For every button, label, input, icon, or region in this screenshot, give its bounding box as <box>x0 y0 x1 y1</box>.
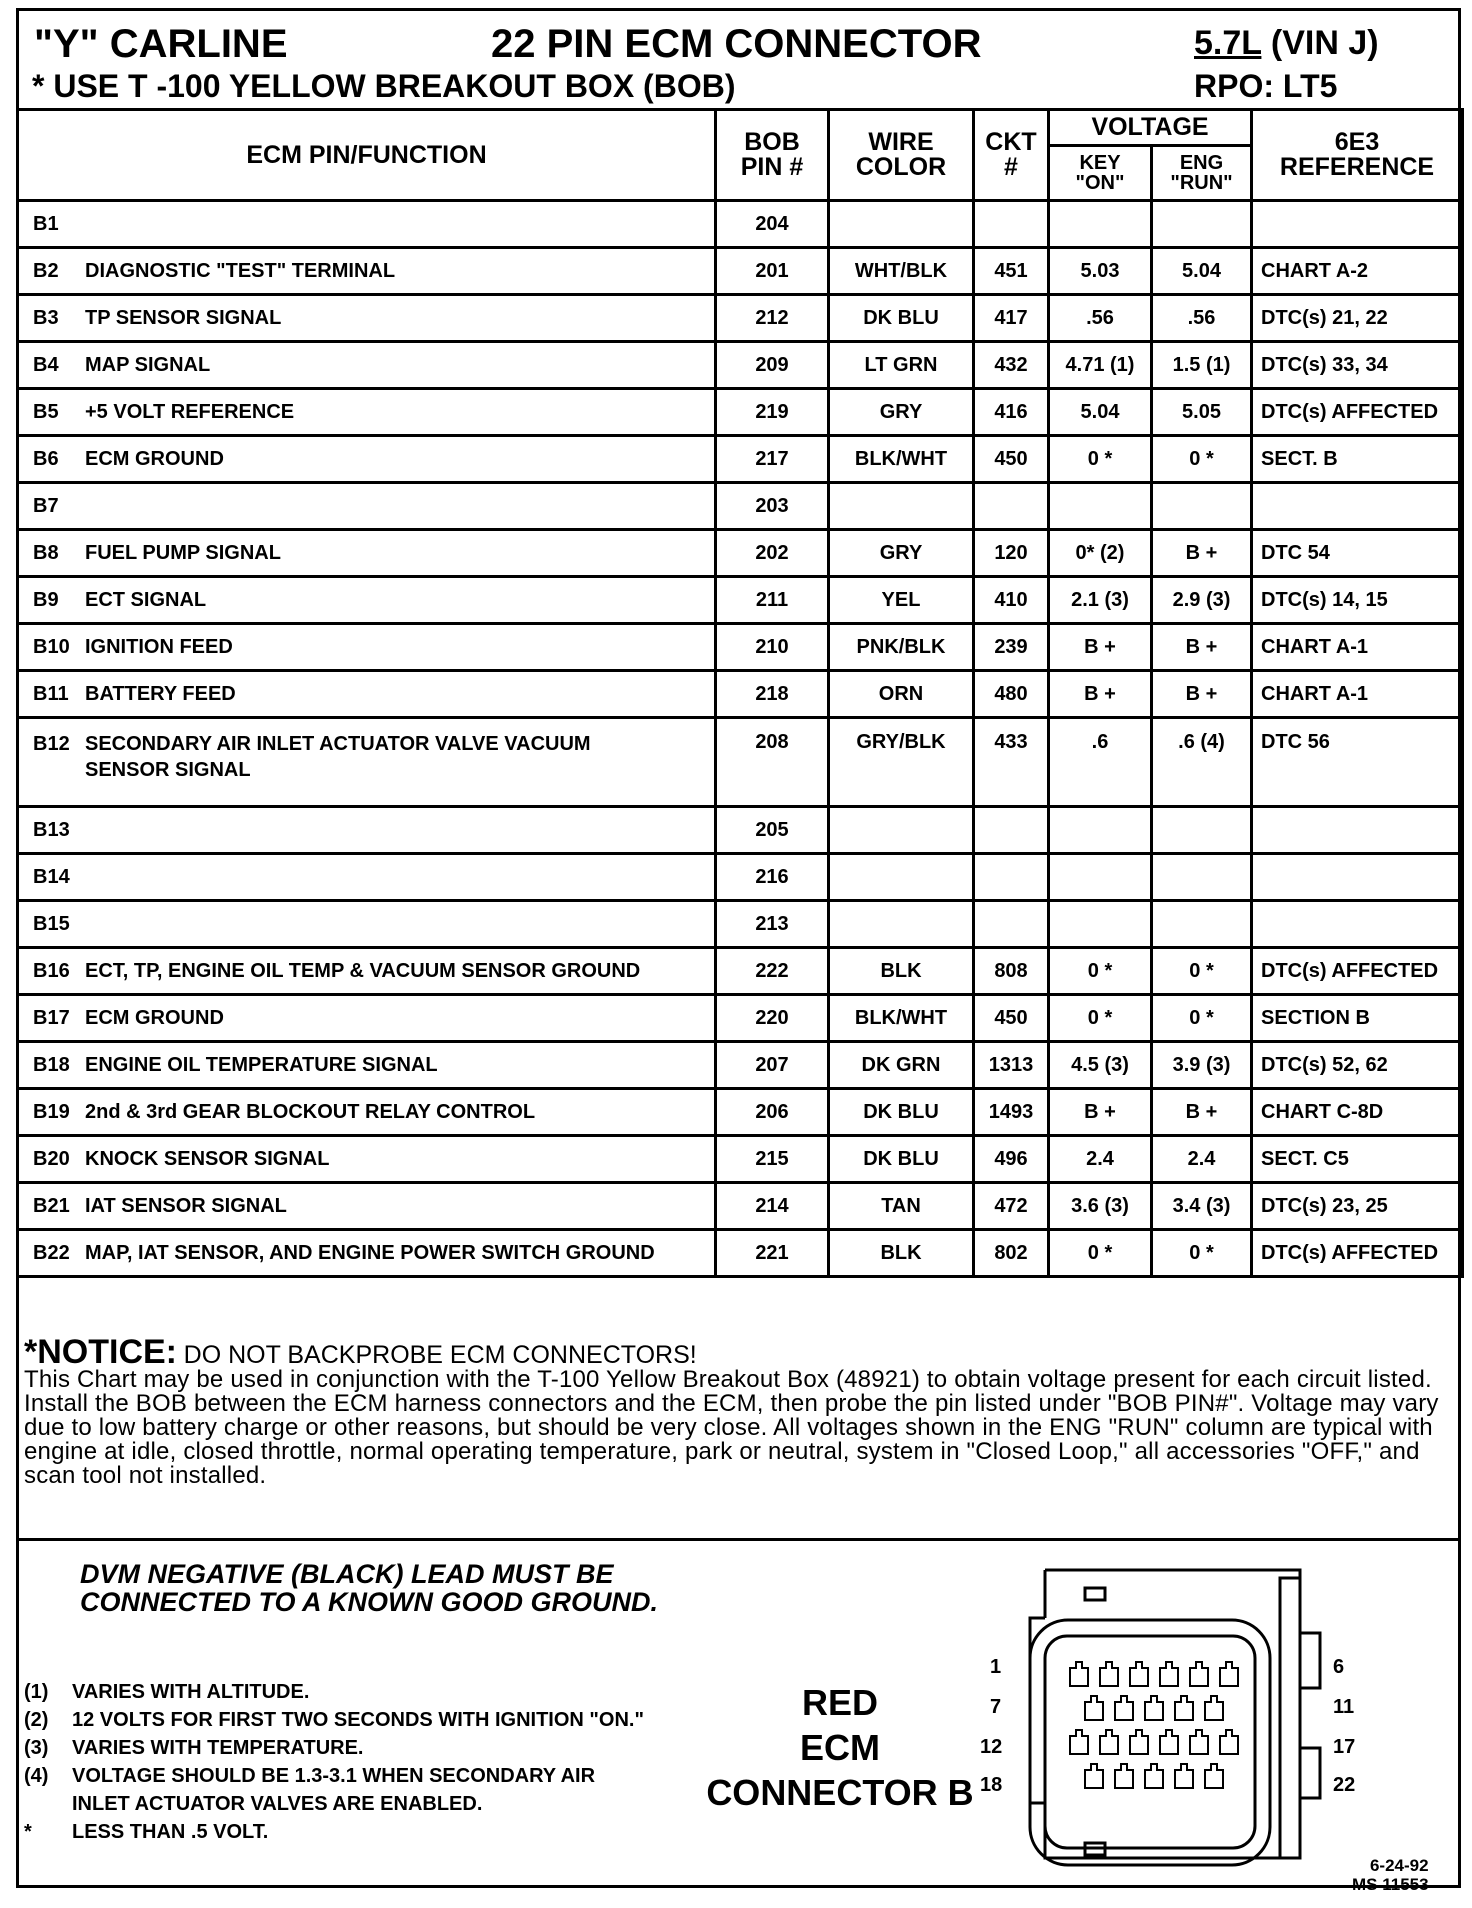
footnote-text: VOLTAGE SHOULD BE 1.3-3.1 WHEN SECONDARY AIR <box>72 1765 596 1787</box>
engine-size: 5.7L <box>1194 24 1262 62</box>
table-row <box>18 1136 1463 1183</box>
pin-id: B9 <box>33 588 59 611</box>
pin-id: B17 <box>33 1006 70 1029</box>
wire-color: ORN <box>829 671 974 718</box>
table-row <box>18 624 1463 671</box>
footnote <box>24 1734 644 1762</box>
pin-function-cell <box>18 342 716 389</box>
circuit-number: 416 <box>974 389 1049 436</box>
footnote <box>24 1678 644 1706</box>
bob-pin: 203 <box>716 483 829 530</box>
reference: DTC(s) 52, 62 <box>1252 1042 1463 1089</box>
voltage-key-on: 0* (2) <box>1049 530 1152 577</box>
wire-color: WHT/BLK <box>829 248 974 295</box>
pin-function: KNOCK SENSOR SIGNAL <box>85 1147 330 1170</box>
col-bob: BOB PIN # <box>716 110 829 201</box>
circuit-number <box>974 901 1049 948</box>
connector-label-1: RED <box>801 1682 878 1723</box>
connector-cavity <box>1220 1662 1238 1686</box>
reference: DTC(s) 23, 25 <box>1252 1183 1463 1230</box>
pin-function: FUEL PUMP SIGNAL <box>85 541 281 564</box>
circuit-number: 410 <box>974 577 1049 624</box>
wire-color <box>829 201 974 248</box>
table-row <box>18 295 1463 342</box>
voltage-eng-run <box>1152 483 1252 530</box>
pin-table <box>16 108 1464 1278</box>
reference: DTC 56 <box>1252 718 1463 807</box>
voltage-eng-run: 3.9 (3) <box>1152 1042 1252 1089</box>
pin-id: B18 <box>33 1053 70 1076</box>
pin-id: B4 <box>33 353 59 376</box>
col-wire: WIRE COLOR <box>829 110 974 201</box>
pin-function-cell <box>18 718 716 807</box>
circuit-number: 1493 <box>974 1089 1049 1136</box>
voltage-key-on: .56 <box>1049 295 1152 342</box>
notice-heading: *NOTICE: <box>24 1333 177 1371</box>
stamp-code: MS 11553 <box>1352 1875 1429 1894</box>
bob-pin: 205 <box>716 807 829 854</box>
pin-function-cell <box>18 483 716 530</box>
table-row <box>18 483 1463 530</box>
pin-id: B3 <box>33 306 59 329</box>
pin-id: B15 <box>33 912 70 935</box>
voltage-key-on: 2.4 <box>1049 1136 1152 1183</box>
wire-color: GRY <box>829 389 974 436</box>
voltage-key-on: B + <box>1049 671 1152 718</box>
table-row <box>18 718 1463 807</box>
voltage-eng-run <box>1152 901 1252 948</box>
connector-cavity <box>1175 1764 1193 1788</box>
circuit-number: 480 <box>974 671 1049 718</box>
connector-cavity <box>1205 1764 1223 1788</box>
pin-function-cell <box>18 1183 716 1230</box>
pin-function-cell <box>18 807 716 854</box>
wire-color <box>829 854 974 901</box>
pin-function-cell <box>18 201 716 248</box>
pin-function: BATTERY FEED <box>85 682 236 705</box>
wire-color: BLK <box>829 948 974 995</box>
pin-id: B10 <box>33 635 70 658</box>
wire-color: DK BLU <box>829 295 974 342</box>
voltage-eng-run: 3.4 (3) <box>1152 1183 1252 1230</box>
circuit-number: 432 <box>974 342 1049 389</box>
reference: DTC(s) AFFECTED <box>1252 948 1463 995</box>
footnote <box>24 1818 644 1846</box>
pin-function: TP SENSOR SIGNAL <box>85 306 282 329</box>
pin-id: B13 <box>33 818 70 841</box>
wire-color: DK BLU <box>829 1089 974 1136</box>
wire-color: TAN <box>829 1183 974 1230</box>
circuit-number <box>974 807 1049 854</box>
pin-function-cell <box>18 901 716 948</box>
connector-cavity <box>1220 1730 1238 1754</box>
voltage-eng-run: .56 <box>1152 295 1252 342</box>
reference: CHART A-1 <box>1252 671 1463 718</box>
table-row <box>18 530 1463 577</box>
wire-color <box>829 807 974 854</box>
connector-cavity <box>1130 1730 1148 1754</box>
col-function: ECM PIN/FUNCTION <box>18 110 716 201</box>
voltage-eng-run: 0 * <box>1152 995 1252 1042</box>
connector-cavity <box>1070 1662 1088 1686</box>
circuit-number: 450 <box>974 436 1049 483</box>
footnote-text: VARIES WITH ALTITUDE. <box>72 1681 310 1703</box>
pin-function: +5 VOLT REFERENCE <box>85 400 295 423</box>
bob-pin: 213 <box>716 901 829 948</box>
reference: DTC(s) AFFECTED <box>1252 389 1463 436</box>
connector-cavity <box>1145 1764 1163 1788</box>
voltage-key-on: 5.03 <box>1049 248 1152 295</box>
table-row <box>18 342 1463 389</box>
stamp <box>1352 1856 1429 1894</box>
pin-function-cell <box>18 995 716 1042</box>
voltage-eng-run <box>1152 201 1252 248</box>
pin-id: B11 <box>33 682 69 705</box>
pin-id: B19 <box>33 1100 70 1123</box>
bob-pin: 220 <box>716 995 829 1042</box>
pin-label-7: 7 <box>990 1696 1002 1718</box>
voltage-key-on: 4.5 (3) <box>1049 1042 1152 1089</box>
pin-function: MAP SIGNAL <box>85 353 211 376</box>
pin-function: DIAGNOSTIC "TEST" TERMINAL <box>85 259 396 282</box>
pin-function-cell <box>18 1042 716 1089</box>
stamp-date: 6-24-92 <box>1369 1856 1429 1875</box>
table-row <box>18 901 1463 948</box>
pin-function-cell <box>18 295 716 342</box>
voltage-eng-run: B + <box>1152 671 1252 718</box>
circuit-number: 802 <box>974 1230 1049 1277</box>
pin-function: ECT SIGNAL <box>85 588 207 611</box>
voltage-key-on: 3.6 (3) <box>1049 1183 1152 1230</box>
circuit-number: 417 <box>974 295 1049 342</box>
reference: CHART C-8D <box>1252 1089 1463 1136</box>
voltage-eng-run: .6 (4) <box>1152 718 1252 807</box>
wire-color: DK BLU <box>829 1136 974 1183</box>
pin-label-12: 12 <box>980 1736 1003 1758</box>
wire-color: GRY/BLK <box>829 718 974 807</box>
pin-function-cell <box>18 1089 716 1136</box>
table-row <box>18 948 1463 995</box>
circuit-number <box>974 201 1049 248</box>
reference: DTC(s) 33, 34 <box>1252 342 1463 389</box>
pin-function-cell <box>18 671 716 718</box>
pin-label-22: 22 <box>1333 1774 1356 1796</box>
connector-cavity <box>1175 1696 1193 1720</box>
connector-cavity <box>1115 1764 1133 1788</box>
table-row <box>18 807 1463 854</box>
col-key-on: KEY "ON" <box>1049 146 1152 201</box>
pin-id: B5 <box>33 400 59 423</box>
footnote-text: LESS THAN .5 VOLT. <box>72 1821 269 1843</box>
vin-code: (VIN J) <box>1270 24 1379 62</box>
connector-cavity <box>1085 1764 1103 1788</box>
rpo-label: RPO: LT5 <box>1194 68 1338 104</box>
pin-function-cell <box>18 389 716 436</box>
bob-pin: 210 <box>716 624 829 671</box>
connector-cavity <box>1085 1696 1103 1720</box>
footnote-key: (3) <box>24 1737 49 1759</box>
bob-pin: 201 <box>716 248 829 295</box>
voltage-key-on: 5.04 <box>1049 389 1152 436</box>
bob-pin: 222 <box>716 948 829 995</box>
pin-label-6: 6 <box>1333 1656 1345 1678</box>
pin-function-cell <box>18 248 716 295</box>
pin-function-cell <box>18 1230 716 1277</box>
bob-pin: 207 <box>716 1042 829 1089</box>
wire-color: BLK/WHT <box>829 436 974 483</box>
dvm-line-2: CONNECTED TO A KNOWN GOOD GROUND. <box>80 1587 658 1617</box>
pin-function: ECT, TP, ENGINE OIL TEMP & VACUUM SENSOR GROUND <box>85 959 641 982</box>
voltage-eng-run: 5.05 <box>1152 389 1252 436</box>
bob-pin: 216 <box>716 854 829 901</box>
circuit-number <box>974 483 1049 530</box>
pin-label-17: 17 <box>1333 1736 1356 1758</box>
connector-cavity <box>1100 1730 1118 1754</box>
wire-color: YEL <box>829 577 974 624</box>
pin-function: IAT SENSOR SIGNAL <box>85 1194 287 1217</box>
circuit-number: 472 <box>974 1183 1049 1230</box>
voltage-key-on <box>1049 854 1152 901</box>
circuit-number: 808 <box>974 948 1049 995</box>
notice <box>24 1333 1444 1489</box>
footnote-key: (1) <box>24 1681 49 1703</box>
reference <box>1252 483 1463 530</box>
table-row <box>18 436 1463 483</box>
wire-color <box>829 901 974 948</box>
table-row <box>18 201 1463 248</box>
connector-drawing <box>990 1558 1330 1888</box>
connector-label-3: CONNECTOR B <box>706 1772 974 1813</box>
wire-color: PNK/BLK <box>829 624 974 671</box>
footnote-key: * <box>24 1821 32 1843</box>
pin-function: MAP, IAT SENSOR, AND ENGINE POWER SWITCH GROUND <box>85 1241 655 1264</box>
pin-id: B20 <box>33 1147 70 1170</box>
connector-cavity <box>1115 1696 1133 1720</box>
pin-id: B1 <box>33 212 59 235</box>
voltage-eng-run: B + <box>1152 1089 1252 1136</box>
pin-label-1: 1 <box>990 1656 1002 1678</box>
footnotes <box>24 1678 644 1846</box>
connector-cavity <box>1070 1730 1088 1754</box>
bob-pin: 211 <box>716 577 829 624</box>
connector-cavity <box>1100 1662 1118 1686</box>
connector-cavity <box>1130 1662 1148 1686</box>
wire-color: BLK/WHT <box>829 995 974 1042</box>
header <box>16 8 1461 108</box>
voltage-eng-run <box>1152 854 1252 901</box>
voltage-key-on: 0 * <box>1049 995 1152 1042</box>
footnote <box>24 1706 644 1734</box>
reference: CHART A-2 <box>1252 248 1463 295</box>
voltage-key-on: B + <box>1049 1089 1152 1136</box>
reference: DTC(s) 14, 15 <box>1252 577 1463 624</box>
footnote-key: (2) <box>24 1709 49 1731</box>
circuit-number: 120 <box>974 530 1049 577</box>
table-row <box>18 1089 1463 1136</box>
voltage-key-on: .6 <box>1049 718 1152 807</box>
bob-pin: 208 <box>716 718 829 807</box>
footnote-text: 12 VOLTS FOR FIRST TWO SECONDS WITH IGNITION "ON." <box>72 1709 644 1731</box>
connector-title: 22 PIN ECM CONNECTOR <box>491 22 982 66</box>
pin-id: B7 <box>33 494 59 517</box>
reference <box>1252 201 1463 248</box>
pin-rows <box>18 201 1463 1277</box>
reference: DTC(s) AFFECTED <box>1252 1230 1463 1277</box>
bob-pin: 217 <box>716 436 829 483</box>
table-row <box>18 248 1463 295</box>
footnote-key: (4) <box>24 1765 49 1787</box>
bob-pin: 215 <box>716 1136 829 1183</box>
pin-function-cell <box>18 1136 716 1183</box>
reference: SECT. B <box>1252 436 1463 483</box>
pin-label-11: 11 <box>1333 1696 1355 1718</box>
voltage-key-on <box>1049 901 1152 948</box>
bob-pin: 202 <box>716 530 829 577</box>
engine-label <box>1194 24 1379 63</box>
voltage-key-on: 0 * <box>1049 436 1152 483</box>
bob-pin: 218 <box>716 671 829 718</box>
voltage-key-on <box>1049 807 1152 854</box>
pin-function: ECM GROUND <box>85 447 224 470</box>
connector-label-2: ECM <box>800 1727 880 1768</box>
bob-pin: 204 <box>716 201 829 248</box>
reference: SECT. C5 <box>1252 1136 1463 1183</box>
table-row <box>18 854 1463 901</box>
circuit-number: 496 <box>974 1136 1049 1183</box>
connector-label <box>700 1680 980 1815</box>
wire-color: DK GRN <box>829 1042 974 1089</box>
voltage-eng-run: 0 * <box>1152 948 1252 995</box>
table-row <box>18 995 1463 1042</box>
footnote-text: INLET ACTUATOR VALVES ARE ENABLED. <box>72 1793 483 1815</box>
pin-id: B14 <box>33 865 70 888</box>
bob-pin: 212 <box>716 295 829 342</box>
bob-pin: 209 <box>716 342 829 389</box>
voltage-eng-run: 1.5 (1) <box>1152 342 1252 389</box>
footnote <box>24 1790 644 1818</box>
pin-id: B12 <box>33 733 70 755</box>
bob-note: * USE T -100 YELLOW BREAKOUT BOX (BOB) <box>32 68 736 104</box>
voltage-eng-run: B + <box>1152 530 1252 577</box>
carline-title: "Y" CARLINE <box>34 22 288 66</box>
voltage-eng-run: 0 * <box>1152 1230 1252 1277</box>
reference: DTC(s) 21, 22 <box>1252 295 1463 342</box>
reference <box>1252 901 1463 948</box>
col-voltage: VOLTAGE <box>1049 110 1252 146</box>
dvm-line-1: DVM NEGATIVE (BLACK) LEAD MUST BE <box>80 1559 614 1589</box>
circuit-number <box>974 854 1049 901</box>
footnote-text: VARIES WITH TEMPERATURE. <box>72 1737 364 1759</box>
table-row <box>18 1230 1463 1277</box>
connector-cavity <box>1190 1662 1208 1686</box>
footnote <box>24 1762 644 1790</box>
table-row <box>18 1183 1463 1230</box>
pin-function-cell <box>18 854 716 901</box>
voltage-eng-run <box>1152 807 1252 854</box>
pin-id: B8 <box>33 541 59 564</box>
wire-color: GRY <box>829 530 974 577</box>
col-ckt: CKT # <box>974 110 1049 201</box>
pin-id: B6 <box>33 447 59 470</box>
connector-cavity <box>1160 1662 1178 1686</box>
col-eng-run: ENG "RUN" <box>1152 146 1252 201</box>
wire-color: BLK <box>829 1230 974 1277</box>
voltage-eng-run: B + <box>1152 624 1252 671</box>
circuit-number: 451 <box>974 248 1049 295</box>
pin-label-18: 18 <box>980 1774 1003 1796</box>
connector-cavity <box>1190 1730 1208 1754</box>
pin-function-cont: SENSOR SIGNAL <box>85 759 251 781</box>
pin-function-cell <box>18 577 716 624</box>
pin-id: B21 <box>33 1194 70 1217</box>
pin-function: ECM GROUND <box>85 1006 224 1029</box>
circuit-number: 1313 <box>974 1042 1049 1089</box>
bob-pin: 206 <box>716 1089 829 1136</box>
voltage-eng-run: 2.4 <box>1152 1136 1252 1183</box>
circuit-number: 239 <box>974 624 1049 671</box>
pin-id: B16 <box>33 959 70 982</box>
circuit-number: 450 <box>974 995 1049 1042</box>
table-row <box>18 1042 1463 1089</box>
reference: DTC 54 <box>1252 530 1463 577</box>
bob-pin: 214 <box>716 1183 829 1230</box>
pin-function-cell <box>18 624 716 671</box>
footnote-key <box>24 1790 72 1818</box>
wire-color: LT GRN <box>829 342 974 389</box>
pin-function: 2nd & 3rd GEAR BLOCKOUT RELAY CONTROL <box>85 1100 536 1123</box>
voltage-key-on: 0 * <box>1049 948 1152 995</box>
table-row <box>18 389 1463 436</box>
pin-function: SECONDARY AIR INLET ACTUATOR VALVE VACUUM <box>85 733 591 755</box>
table-row <box>18 671 1463 718</box>
pin-function-cell <box>18 530 716 577</box>
connector-cavity <box>1160 1730 1178 1754</box>
pin-function: IGNITION FEED <box>85 635 233 658</box>
notice-body: This Chart may be used in conjunction with the T-100 Yellow Breakout Box (48921) to obtain voltage present for each circuit listed. Install the BOB between the ECM harness connectors and the ECM, then probe the pin listed under "BOB PIN#". Voltage may vary due to low battery charge or other reasons, but should be very close. All voltages shown in the ENG "RUN" column are typical with engine at idle, closed throttle, normal operating temperature, park or neutral, system in "Closed Loop," all accessories "OFF," and scan tool not installed. <box>24 1366 1439 1489</box>
voltage-key-on: 2.1 (3) <box>1049 577 1152 624</box>
voltage-key-on: B + <box>1049 624 1152 671</box>
notice-subheading: DO NOT BACKPROBE ECM CONNECTORS! <box>183 1341 697 1369</box>
voltage-eng-run: 2.9 (3) <box>1152 577 1252 624</box>
reference <box>1252 854 1463 901</box>
bob-pin: 219 <box>716 389 829 436</box>
col-reference: 6E3 REFERENCE <box>1252 110 1463 201</box>
table-row <box>18 577 1463 624</box>
voltage-key-on: 4.71 (1) <box>1049 342 1152 389</box>
pin-function-cell <box>18 436 716 483</box>
pin-id: B2 <box>33 259 59 282</box>
reference <box>1252 807 1463 854</box>
pin-id: B22 <box>33 1241 70 1264</box>
connector-cavity <box>1205 1696 1223 1720</box>
voltage-eng-run: 0 * <box>1152 436 1252 483</box>
reference: CHART A-1 <box>1252 624 1463 671</box>
dvm-warning <box>80 1560 658 1616</box>
bob-pin: 221 <box>716 1230 829 1277</box>
pin-function-cell <box>18 948 716 995</box>
connector-cavity <box>1145 1696 1163 1720</box>
voltage-eng-run: 5.04 <box>1152 248 1252 295</box>
voltage-key-on: 0 * <box>1049 1230 1152 1277</box>
circuit-number: 433 <box>974 718 1049 807</box>
reference: SECTION B <box>1252 995 1463 1042</box>
wire-color <box>829 483 974 530</box>
voltage-key-on <box>1049 483 1152 530</box>
connector-diagram <box>980 1558 1356 1888</box>
voltage-key-on <box>1049 201 1152 248</box>
pin-function: ENGINE OIL TEMPERATURE SIGNAL <box>85 1053 438 1076</box>
